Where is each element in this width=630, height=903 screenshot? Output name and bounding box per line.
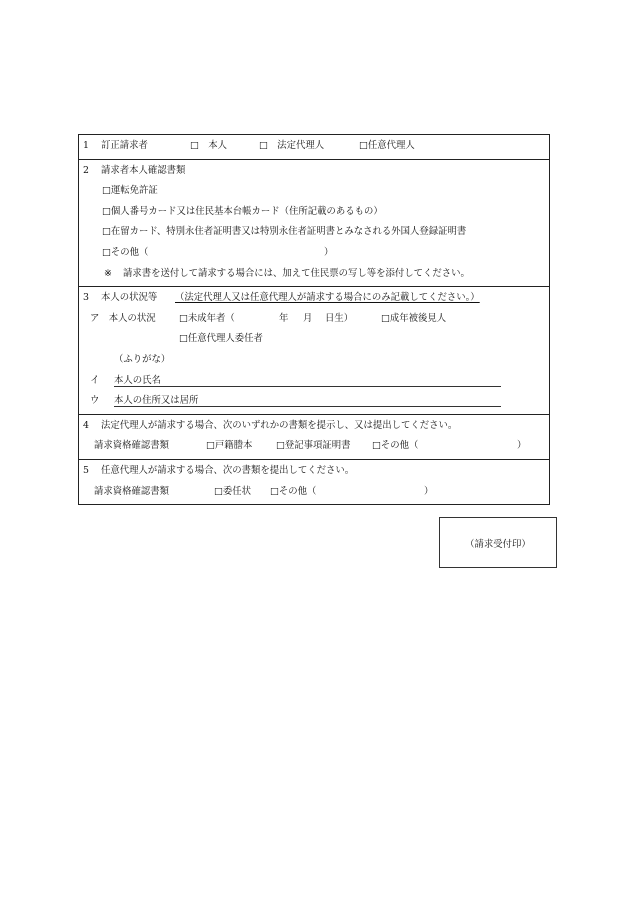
id-doc-option-row [79,222,549,243]
checkbox-self[interactable]: □ 本人 [190,140,227,151]
other-legal-doc-close-paren: ） [517,440,527,452]
legal-agent-docs-row [79,436,549,457]
checkbox-residence-card[interactable]: □在留カード、特別永住者証明書又は特別永住者証明書とみなされる外国人登録証明書 [102,226,467,238]
furigana-row [79,350,549,371]
legal-agent-text-row [79,416,549,437]
id-docs-title: 請求者本人確認書類 [101,164,186,176]
voluntary-agent-text-row [79,461,549,482]
section-number: 2 [83,164,89,176]
checkbox-family-register[interactable]: □戸籍謄本 [206,440,253,452]
qualification-docs-label: 請求資格確認書類 [94,485,170,497]
principal-status-row [79,309,549,330]
principal-name-row [79,371,549,392]
reception-stamp-label: （請求受付印） [465,538,531,550]
section-number: 1 [83,140,89,151]
other-voluntary-doc-close-paren: ） [424,485,434,497]
mail-request-note: 請求書を送付して請求する場合には、加えて住民票の写し等を添付してください。 [123,267,470,279]
birth-month-label: 月 [303,312,313,324]
principal-status-row [79,329,549,350]
section-number: 5 [83,464,89,476]
section-id-documents [79,160,549,288]
id-docs-title-row [79,161,549,182]
checkbox-my-number-card[interactable]: □個人番号カード又は住民基本台帳カード（住所記載のあるもの） [102,205,383,217]
section-number: 4 [83,419,89,431]
principal-address-label: 本人の住所又は居所 [114,395,199,407]
section-legal-agent [79,415,549,460]
principal-status-note: （法定代理人又は任意代理人が請求する場合にのみ記載してください。） [175,292,480,304]
checkbox-drivers-license[interactable]: □運転免許証 [102,185,158,197]
section-requester [79,135,549,160]
principal-status-title: 本人の状況等 [101,292,158,304]
id-doc-option-row [79,243,549,264]
item-marker: イ [90,374,100,386]
requester-row [79,136,549,157]
checkbox-other-voluntary-doc[interactable]: □その他（ [270,485,317,497]
id-doc-option-row [79,202,549,223]
mail-request-note-row [79,264,549,285]
section-principal-status [79,287,549,415]
section-voluntary-agent [79,460,549,504]
checkbox-registry-certificate[interactable]: □登記事項証明書 [276,440,351,452]
section-number: 3 [83,292,89,304]
principal-address-field[interactable] [114,406,501,407]
birth-day-label: 日生） [325,312,354,324]
status-label: ア 本人の状況 [90,312,156,324]
item-marker: ウ [90,395,100,407]
principal-name-field[interactable] [114,386,501,387]
principal-name-label: 本人の氏名 [114,374,161,386]
checkbox-delegator[interactable]: □任意代理人委任者 [179,333,263,345]
furigana-label: （ふりがな） [114,353,171,365]
checkbox-other-id[interactable]: □その他（ [102,246,149,258]
correction-request-form [78,134,550,505]
checkbox-power-of-attorney[interactable]: □委任状 [214,485,251,497]
checkbox-minor[interactable]: □未成年者（ [179,312,235,324]
qualification-docs-label: 請求資格確認書類 [94,440,170,452]
principal-address-row [79,391,549,412]
checkbox-voluntary-agent[interactable]: □任意代理人 [359,140,415,151]
principal-title-row [79,288,549,309]
legal-agent-instruction: 法定代理人が請求する場合、次のいずれかの書類を提示し、又は提出してください。 [101,419,458,431]
checkbox-adult-ward[interactable]: □成年被後見人 [381,312,447,324]
id-doc-option-row [79,181,549,202]
voluntary-agent-docs-row [79,482,549,503]
birth-year-label: 年 [279,312,289,324]
checkbox-other-legal-doc[interactable]: □その他（ [372,440,419,452]
note-mark: ※ [104,267,112,279]
reception-stamp-box [439,517,557,568]
requester-label: 訂正請求者 [101,140,148,151]
checkbox-legal-agent[interactable]: □ 法定代理人 [259,140,325,151]
other-id-close-paren: ） [324,246,334,258]
voluntary-agent-instruction: 任意代理人が請求する場合、次の書類を提出してください。 [101,464,355,476]
